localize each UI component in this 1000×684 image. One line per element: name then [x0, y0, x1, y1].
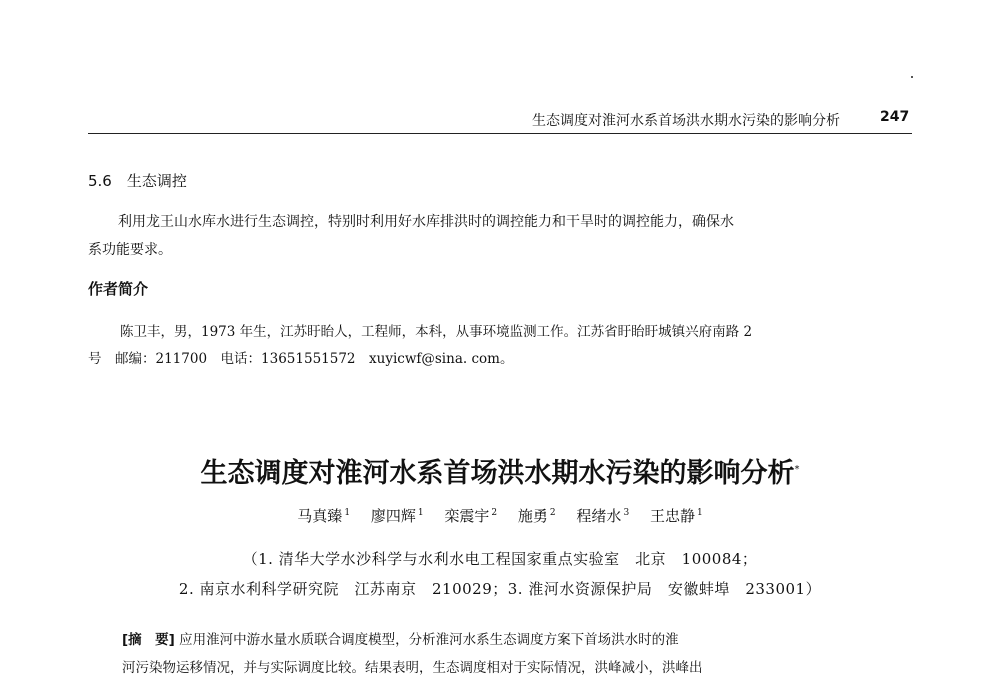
header-rule — [88, 133, 912, 134]
abstract-line-2: 河污染物运移情况，并与实际调度比较。结果表明，生态调度相对于实际情况，洪峰减小，洪峰出 — [122, 660, 703, 676]
author-name: 马真臻 $^1$ — [297, 507, 351, 525]
author-name: 王忠静 $^1$ — [649, 507, 703, 525]
abstract-line-1 — [122, 628, 679, 648]
author-list — [0, 505, 1000, 526]
author-bio-line-1: 陈卫丰，男，1973 年生，江苏盱眙人，工程师，本科，从事环境监测工作。江苏省盱眙盱城镇兴府南路 2 — [120, 324, 753, 340]
author-name: 栾震宇 $^2$ — [444, 507, 498, 525]
section-heading: 5.6 生态调控 — [88, 172, 187, 190]
running-header-title: 生态调度对淮河水系首场洪水期水污染的影响分析 — [532, 113, 840, 129]
abstract-text: 应用淮河中游水量水质联合调度模型，分析淮河水系生态调度方案下首场洪水时的淮 — [179, 632, 679, 648]
author-name: 施勇 $^2$ — [517, 507, 556, 525]
affiliation-line-1: （1. 清华大学水沙科学与水利水电工程国家重点实验室 北京 100084； — [242, 550, 758, 568]
abstract-label: [摘 要] — [122, 632, 175, 648]
page-number: 247 — [880, 109, 910, 125]
author-bio-heading: 作者简介 — [88, 280, 149, 298]
author-name: 程绪水 $^3$ — [576, 507, 630, 525]
article-title-text: 生态调度对淮河水系首场洪水期水污染的影响分析 — [200, 458, 795, 489]
scan-speck — [911, 76, 913, 78]
article-title — [0, 451, 1000, 490]
author-bio-line-2: 号 邮编：211700 电话：13651551572 xuyicwf@sina. com。 — [88, 351, 514, 367]
title-footnote-mark: * — [794, 464, 800, 475]
section-paragraph-line-2: 系功能要求。 — [88, 242, 172, 258]
affiliation-line-2: 2. 南京水利科学研究院 江苏南京 210029；3. 淮河水资源保护局 安徽蚌埠 233001） — [178, 580, 822, 598]
section-paragraph-line-1: 利用龙王山水库水进行生态调控，特别时利用好水库排洪时的调控能力和干旱时的调控能力，确保水 — [118, 214, 734, 230]
author-name: 廖四辉 $^1$ — [370, 507, 424, 525]
